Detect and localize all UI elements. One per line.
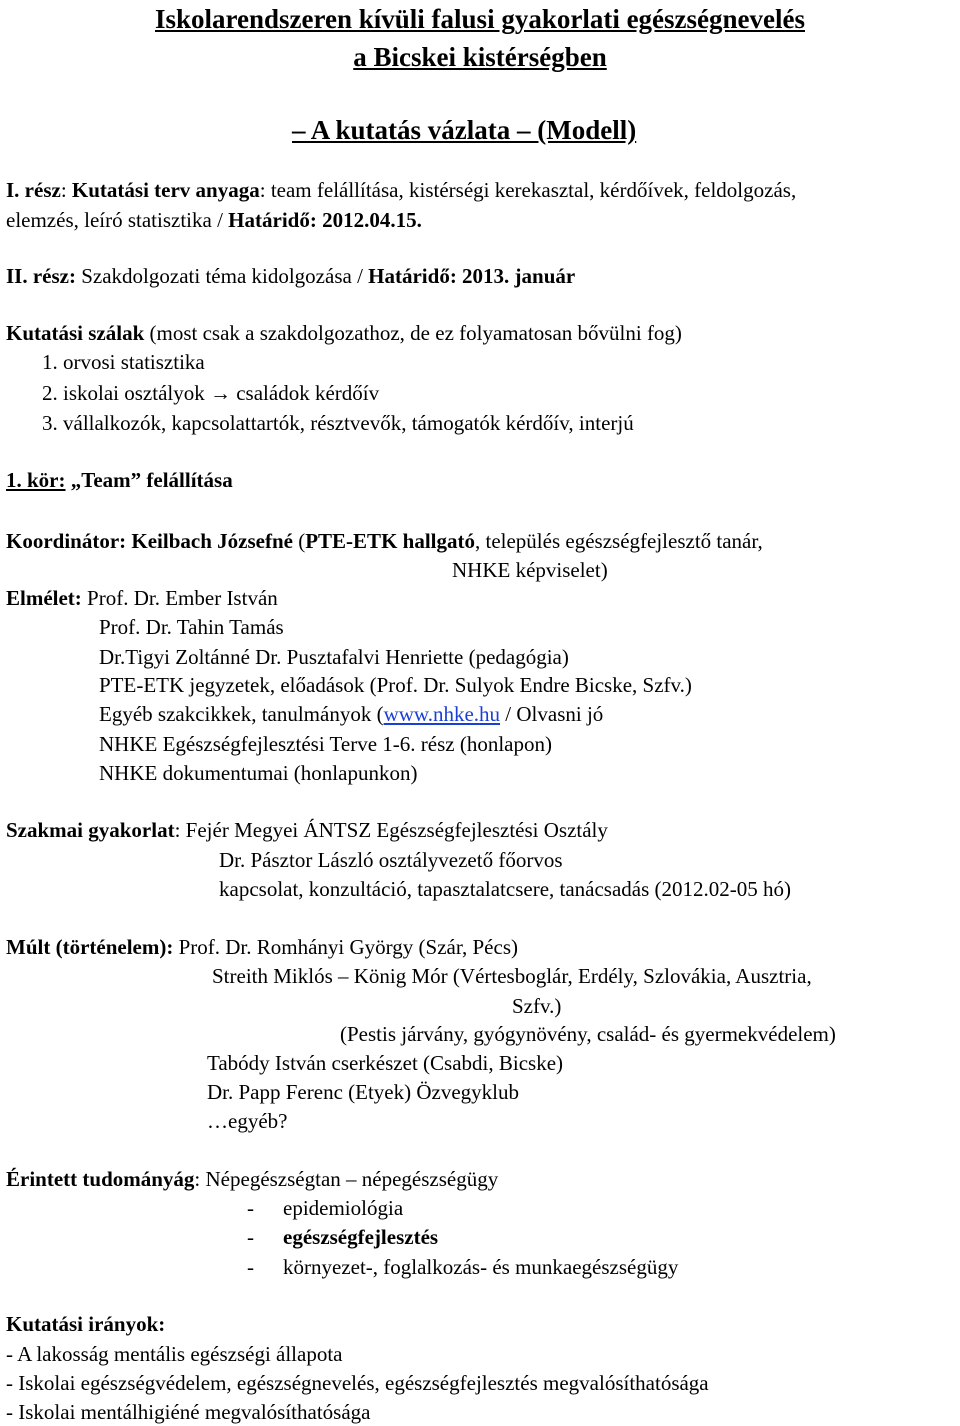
theory-item: PTE-ETK jegyzetek, előadások (Prof. Dr. Sulyok Endre Bicske, Szfv.) (99, 673, 692, 697)
directions-item: - A lakosság mentális egészségi állapota (6, 1342, 343, 1366)
theory-articles-pre: Egyéb szakcikkek, tanulmányok ( (99, 702, 384, 726)
directions-heading: Kutatási irányok: (6, 1312, 166, 1336)
theory-articles-line (99, 704, 603, 725)
theory-first: Prof. Dr. Ember István (81, 586, 278, 610)
threads-heading: Kutatási szálak (6, 321, 145, 345)
part1-line1 (6, 180, 796, 201)
document-subtitle: – A kutatás vázlata – (Modell) (292, 115, 637, 145)
theory-item: NHKE Egészségfejlesztési Terve 1-6. rész (honlapon) (99, 732, 552, 756)
science-label: Érintett tudományág (6, 1167, 195, 1191)
history-line3: Szfv.) (512, 994, 562, 1018)
science-item: környezet-, foglalkozás- és munkaegészségügy (283, 1255, 679, 1279)
coordinator-line2: NHKE képviselet) (452, 558, 608, 582)
practice-line3: kapcsolat, konzultáció, tapasztalatcsere, tanácsadás (2012.02-05 hó) (219, 877, 792, 901)
theory-articles-post: / Olvasni jó (500, 702, 604, 726)
part1-deadline: Határidő: 2012.04.15. (228, 208, 422, 232)
science-item: epidemiológia (283, 1196, 404, 1220)
history-line2: Streith Miklós – König Mór (Vértesboglár, Erdély, Szlovákia, Ausztria, (212, 964, 812, 988)
science-dash: - (247, 1196, 254, 1220)
practice-line2: Dr. Pásztor László osztályvezető főorvos (219, 848, 563, 872)
directions-item: - Iskolai mentálhigiéné megvalósíthatósága (6, 1400, 371, 1424)
part2-text: Szakdolgozati téma kidolgozása / (75, 264, 369, 288)
round-text: „Team” felállítása (65, 468, 233, 492)
science-dash: - (247, 1225, 254, 1249)
directions-item: - Iskolai egészségvédelem, egészségnevelés, egészségfejlesztés megvalósíthatósága (6, 1371, 709, 1395)
threads-item: 3. vállalkozók, kapcsolattartók, résztvevők, támogatók kérdőív, interjú (42, 411, 634, 435)
history-line4: (Pestis járvány, gyógynövény, család- és gyermekvédelem) (340, 1022, 836, 1046)
part2-label: II. rész: (6, 264, 76, 288)
coordinator-line1 (6, 531, 763, 552)
document-title-line2: a Bicskei kistérségben (353, 42, 607, 72)
coordinator-org: PTE-ETK hallgató (305, 529, 475, 553)
document-title-line1: Iskolarendszeren kívüli falusi gyakorlati egészségnevelés (155, 4, 805, 34)
practice-label: Szakmai gyakorlat (6, 818, 175, 842)
theory-line1 (6, 588, 278, 609)
history-line1 (6, 937, 518, 958)
part2-line (6, 266, 575, 287)
theory-item: NHKE dokumentumai (honlapunkon) (99, 761, 418, 785)
theory-item: Dr.Tigyi Zoltánné Dr. Pusztafalvi Henriette (pedagógia) (99, 645, 569, 669)
round-heading (6, 470, 233, 491)
threads-item: 2. iskolai osztályok → családok kérdőív (42, 381, 380, 405)
coordinator-rest: , település egészségfejlesztő tanár, (475, 529, 763, 553)
part1-text2: elemzés, leíró statisztika / (6, 208, 229, 232)
coordinator-paren: ( (292, 529, 306, 553)
threads-item: 1. orvosi statisztika (42, 350, 205, 374)
threads-heading-line (6, 323, 682, 344)
history-line7: …egyéb? (207, 1109, 288, 1133)
practice-line1 (6, 820, 608, 841)
theory-item: Prof. Dr. Tahin Tamás (99, 615, 284, 639)
part2-deadline: Határidő: 2013. január (368, 264, 576, 288)
part1-label: I. rész (6, 178, 61, 202)
theory-label: Elmélet: (6, 586, 82, 610)
history-line6: Dr. Papp Ferenc (Etyek) Özvegyklub (207, 1080, 519, 1104)
history-label: Múlt (történelem): (6, 935, 174, 959)
history-first: Prof. Dr. Romhányi György (Szár, Pécs) (173, 935, 518, 959)
science-item: egészségfejlesztés (283, 1225, 439, 1249)
history-line5: Tabódy István cserkészet (Csabdi, Bicske) (207, 1051, 564, 1075)
nhke-link[interactable] (384, 702, 500, 726)
science-first: : Népegészségtan – népegészségügy (194, 1167, 499, 1191)
round-label: 1. kör: (6, 468, 66, 492)
coordinator-name: Keilbach Józsefné (126, 529, 293, 553)
science-line1 (6, 1169, 498, 1190)
science-dash: - (247, 1255, 254, 1279)
part1-text1: : team felállítása, kistérségi kerekasztal, kérdőívek, feldolgozás, (259, 178, 797, 202)
nhke-link-part2[interactable]: hu (479, 702, 501, 726)
threads-note: (most csak a szakdolgozathoz, de ez folyamatosan bővülni fog) (144, 321, 682, 345)
coordinator-label: Koordinátor: (6, 529, 127, 553)
part1-name: Kutatási terv anyaga (71, 178, 260, 202)
practice-first: : Fejér Megyei ÁNTSZ Egészségfejlesztési Osztály (174, 818, 608, 842)
nhke-link-part1[interactable]: www.nhke. (383, 702, 480, 726)
part1-colon: : (60, 178, 72, 202)
part1-line2 (6, 210, 422, 231)
